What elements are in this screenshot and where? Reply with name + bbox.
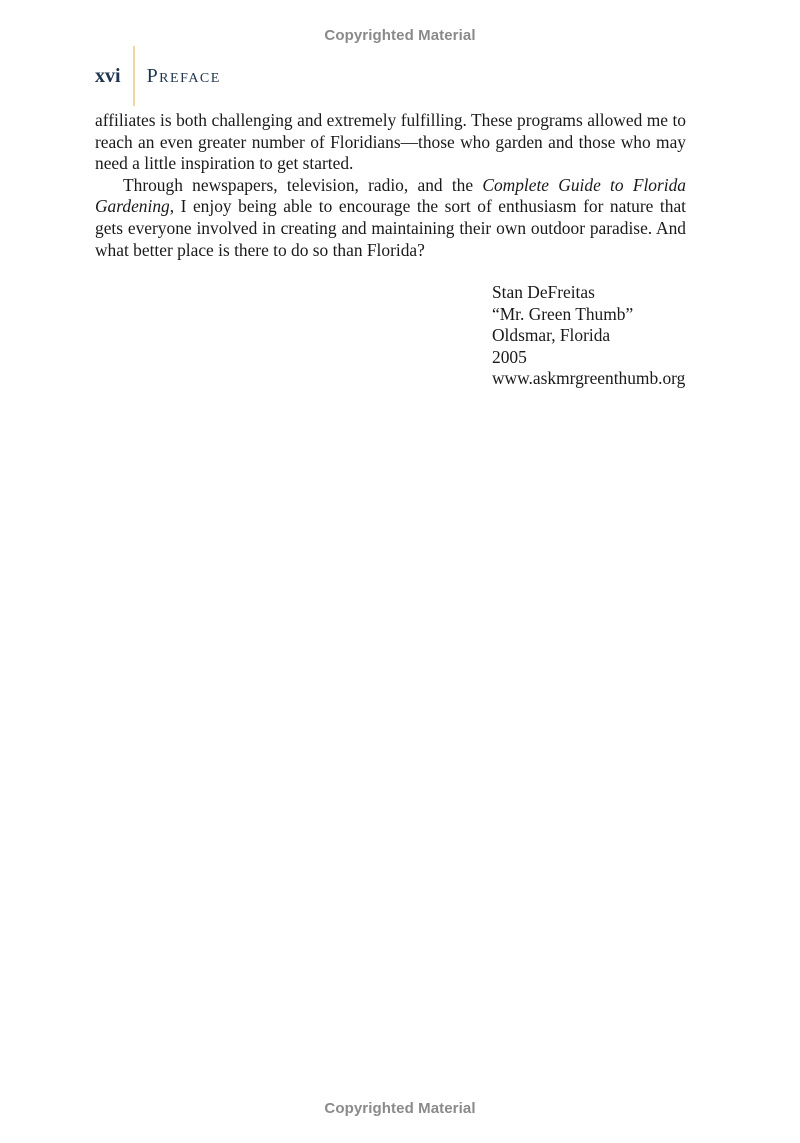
page-number: xvi xyxy=(95,65,121,87)
section-title: Preface xyxy=(146,65,221,87)
body-text xyxy=(95,110,686,261)
paragraph-2 xyxy=(95,175,686,261)
author-nickname: “Mr. Green Thumb” xyxy=(492,303,634,324)
paragraph-1: affiliates is both challenging and extremely fulfilling. These programs allowed me to reach an even greater number of Floridians—those who garden and those who may need a little inspiration to get started. xyxy=(95,110,686,174)
author-location: Oldsmar, Florida xyxy=(492,325,611,346)
copyright-watermark-top: Copyrighted Material xyxy=(324,27,476,44)
signature-block xyxy=(492,282,685,390)
running-head xyxy=(95,54,221,98)
book-title: Complete Guide to Florida Gardening xyxy=(95,174,686,217)
copyright-watermark-bottom: Copyrighted Material xyxy=(324,1100,476,1117)
paragraph-2-lead: Through newspapers, television, radio, and the xyxy=(123,174,483,195)
paragraph-2-rest: , I enjoy being able to encourage the sort of enthusiasm for nature that gets everyone involved in creating and maintaining their own outdoor paradise. And what better place is there to do so than Florida? xyxy=(95,196,686,260)
author-name: Stan DeFreitas xyxy=(492,282,595,302)
header-divider xyxy=(133,46,135,106)
signature-year: 2005 xyxy=(492,346,527,367)
author-website: www.askmrgreenthumb.org xyxy=(492,368,686,389)
